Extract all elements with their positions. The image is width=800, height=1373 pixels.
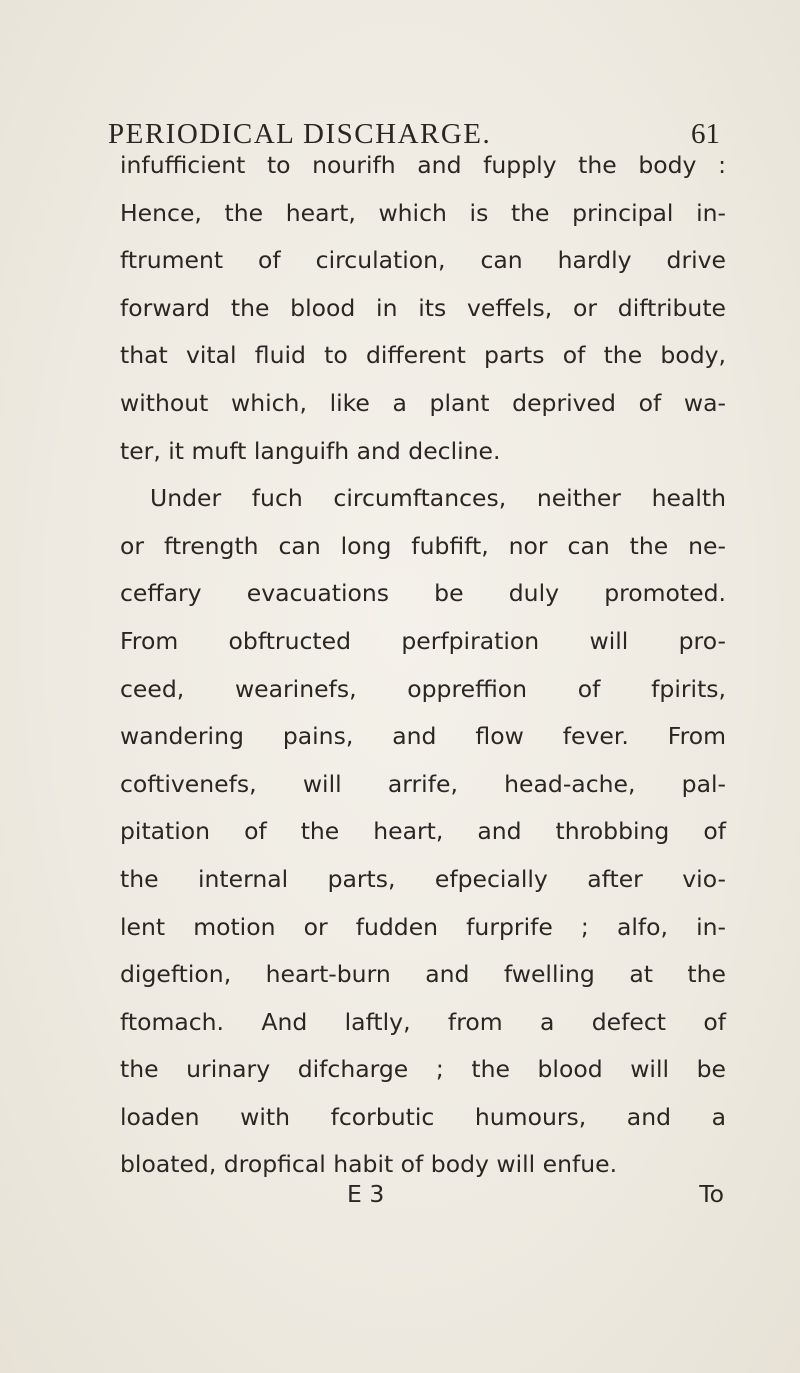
catchword: To xyxy=(699,1180,724,1208)
text-line: coftivenefs, will arrife, head-ache, pal- xyxy=(120,769,726,798)
text-line: wandering pains, and flow fever. From xyxy=(120,722,726,751)
text-line: ftrument of circulation, can hardly drive xyxy=(120,246,726,275)
running-title: PERIODICAL DISCHARGE. xyxy=(108,118,492,150)
signature-mark: E 3 xyxy=(347,1180,385,1208)
text-line: ftomach. And laftly, from a defect of xyxy=(120,1007,726,1036)
text-line: without which, like a plant deprived of wa- xyxy=(120,388,726,417)
text-line: that vital fluid to different parts of the body, xyxy=(120,341,726,370)
text-line: ceffary evacuations be duly promoted. xyxy=(120,579,726,608)
body-text xyxy=(120,142,726,1189)
text-line: ter, it muft languifh and decline. xyxy=(120,436,501,465)
text-line: Hence, the heart, which is the principal in- xyxy=(120,198,726,227)
page-number: 61 xyxy=(691,118,720,150)
text-line: From obftructed perfpiration will pro- xyxy=(120,626,726,655)
text-line: the urinary difcharge ; the blood will be xyxy=(120,1055,726,1084)
text-line: or ftrength can long fubfift, nor can the ne- xyxy=(120,531,726,560)
text-line: the internal parts, efpecially after vio- xyxy=(120,864,726,893)
text-line: forward the blood in its veffels, or diftribute xyxy=(120,293,726,322)
text-line: Under fuch circumftances, neither health xyxy=(150,484,726,513)
text-line: bloated, dropfical habit of body will enfue. xyxy=(120,1150,618,1179)
text-line: digeftion, heart-burn and fwelling at the xyxy=(120,960,726,989)
text-line: lent motion or fudden furprife ; alfo, in- xyxy=(120,912,726,941)
text-line: ceed, wearinefs, oppreffion of fpirits, xyxy=(120,674,726,703)
text-line: loaden with fcorbutic humours, and a xyxy=(120,1102,726,1131)
text-line: infufficient to nourifh and fupply the body : xyxy=(120,151,726,179)
text-line: pitation of the heart, and throbbing of xyxy=(120,817,726,846)
page-footer xyxy=(120,1180,726,1227)
